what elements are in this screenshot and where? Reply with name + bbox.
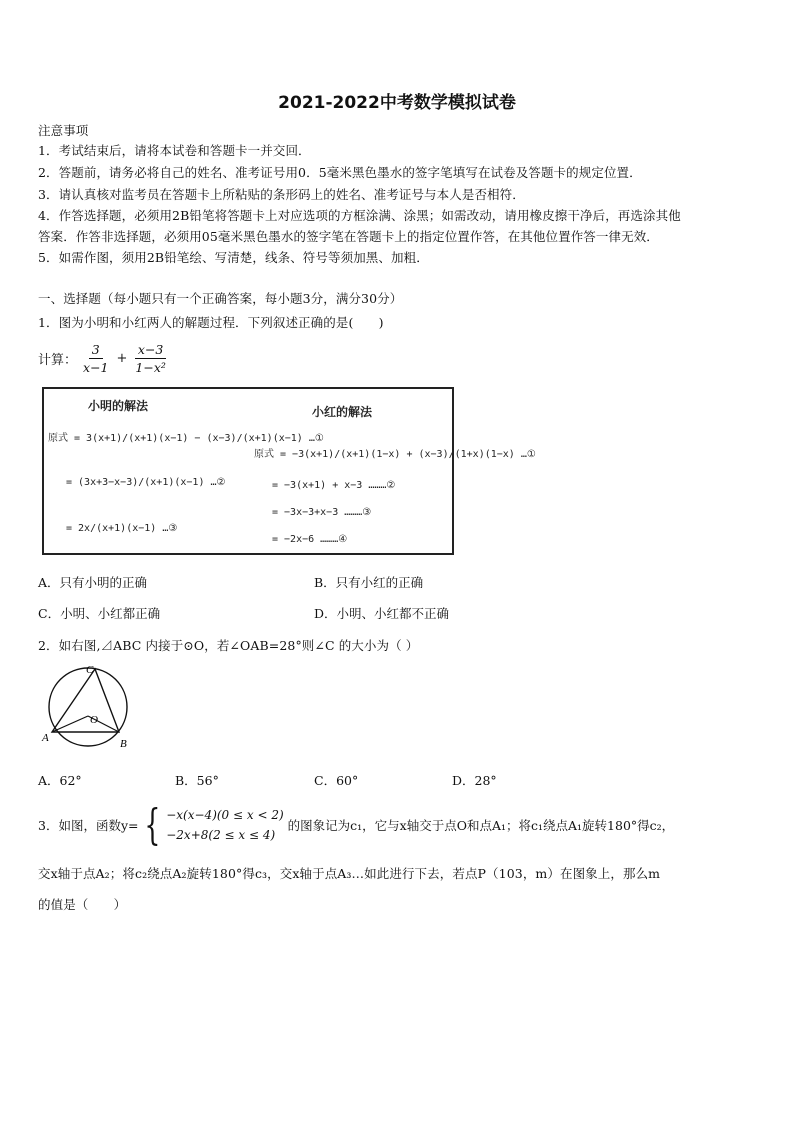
fraction-2 (132, 342, 169, 375)
fraction-1 (80, 342, 111, 375)
q3-piecewise (166, 805, 283, 845)
q3-case-1: −x(x−4)(0 ≤ x < 2) (166, 808, 284, 822)
fraction-1-numerator: 3 (89, 342, 103, 359)
notice-item-3: 3．请认真核对监考员在答题卡上所粘贴的条形码上的姓名、准考证号与本人是否相符． (38, 187, 525, 202)
page-title: 2021-2022中考数学模拟试卷 (278, 93, 516, 113)
q1-expression (38, 338, 172, 378)
q2-option-c: C．60° (314, 773, 359, 788)
q2-stem: 2．如右图,⊿ABC 内接于⊙O，若∠OAB=28°则∠C 的大小为（ ） (38, 638, 419, 653)
plus-sign: + (116, 350, 128, 366)
q1-option-a: A．只有小明的正确 (38, 575, 148, 590)
hong-step-2: = −3(x+1) + x−3 ………② (272, 480, 396, 491)
q1-option-b: B．只有小红的正确 (314, 575, 424, 590)
label-c: C (86, 664, 94, 676)
q3-prefix: 3．如图，函数y= (38, 818, 139, 833)
q1-stem: 1．图为小明和小红两人的解题过程．下列叙述正确的是( ) (38, 315, 384, 330)
ming-title: 小明的解法 (88, 399, 149, 413)
fraction-2-numerator: x−3 (135, 342, 166, 359)
q3-line-2: 交x轴于点A₂；将c₂绕点A₂旋转180°得c₃，交x轴于点A₃…如此进行下去，若点P（103，m）在图象上，那么m (38, 866, 661, 881)
notice-item-2: 2．答题前，请务必将自己的姓名、准考证号用0．5毫米黑色墨水的签字笔填写在试卷及答题卡的规定位置． (38, 165, 642, 180)
label-a: A (42, 732, 49, 744)
brace-icon: { (143, 800, 160, 849)
notice-heading: 注意事项 (38, 123, 89, 138)
ming-step-1: 原式 = 3(x+1)/(x+1)(x−1) − (x−3)/(x+1)(x−1) …① (48, 433, 324, 444)
q3-line-3: 的值是（ ） (38, 897, 127, 912)
notice-item-1: 1．考试结束后，请将本试卷和答题卡一并交回． (38, 143, 311, 158)
notice-item-4-cont: 答案．作答非选择题，必须用05毫米黑色墨水的签字笔在答题卡上的指定位置作答，在其他位置作答一律无效． (38, 229, 659, 244)
hong-step-4: = −2x−6 ………④ (272, 534, 348, 545)
q3-first-line (38, 800, 675, 849)
q3-suffix: 的图象记为c₁，它与x轴交于点O和点A₁；将c₁绕点A₁旋转180°得c₂， (287, 818, 675, 833)
hong-step-3: = −3x−3+x−3 ………③ (272, 507, 372, 518)
ming-step-3: = 2x/(x+1)(x−1) …③ (66, 523, 178, 534)
q2-option-d: D．28° (452, 773, 497, 788)
solution-image (42, 387, 536, 555)
circle-triangle-figure (38, 660, 138, 754)
q2-option-a: A．62° (38, 773, 82, 788)
q2-option-b: B．56° (175, 773, 219, 788)
q3-case-2: −2x+8(2 ≤ x ≤ 4) (166, 828, 276, 842)
notice-item-5: 5．如需作图，须用2B铅笔绘、写清楚，线条、符号等须加黑、加粗． (38, 250, 429, 265)
section-heading: 一、选择题（每小题只有一个正确答案，每小题3分，满分30分） (38, 291, 403, 306)
notice-item-4: 4．作答选择题，必须用2B铅笔将答题卡上对应选项的方框涂满、涂黑；如需改动，请用橡皮擦干净后，再选涂其他 (38, 208, 681, 223)
q1-option-d: D．小明、小红都不正确 (314, 606, 450, 621)
hong-title: 小红的解法 (312, 405, 373, 419)
label-o: O (90, 714, 98, 726)
q1-option-c: C．小明、小红都正确 (38, 606, 161, 621)
calc-label: 计算： (38, 352, 78, 368)
hong-step-1: 原式 = −3(x+1)/(x+1)(1−x) + (x−3)/(1+x)(1−x) …① (254, 449, 536, 460)
label-b: B (120, 738, 127, 750)
fraction-2-denominator: 1−x² (135, 359, 166, 375)
ming-step-2: = (3x+3−x−3)/(x+1)(x−1) …② (66, 477, 226, 488)
fraction-1-denominator: x−1 (83, 359, 109, 375)
